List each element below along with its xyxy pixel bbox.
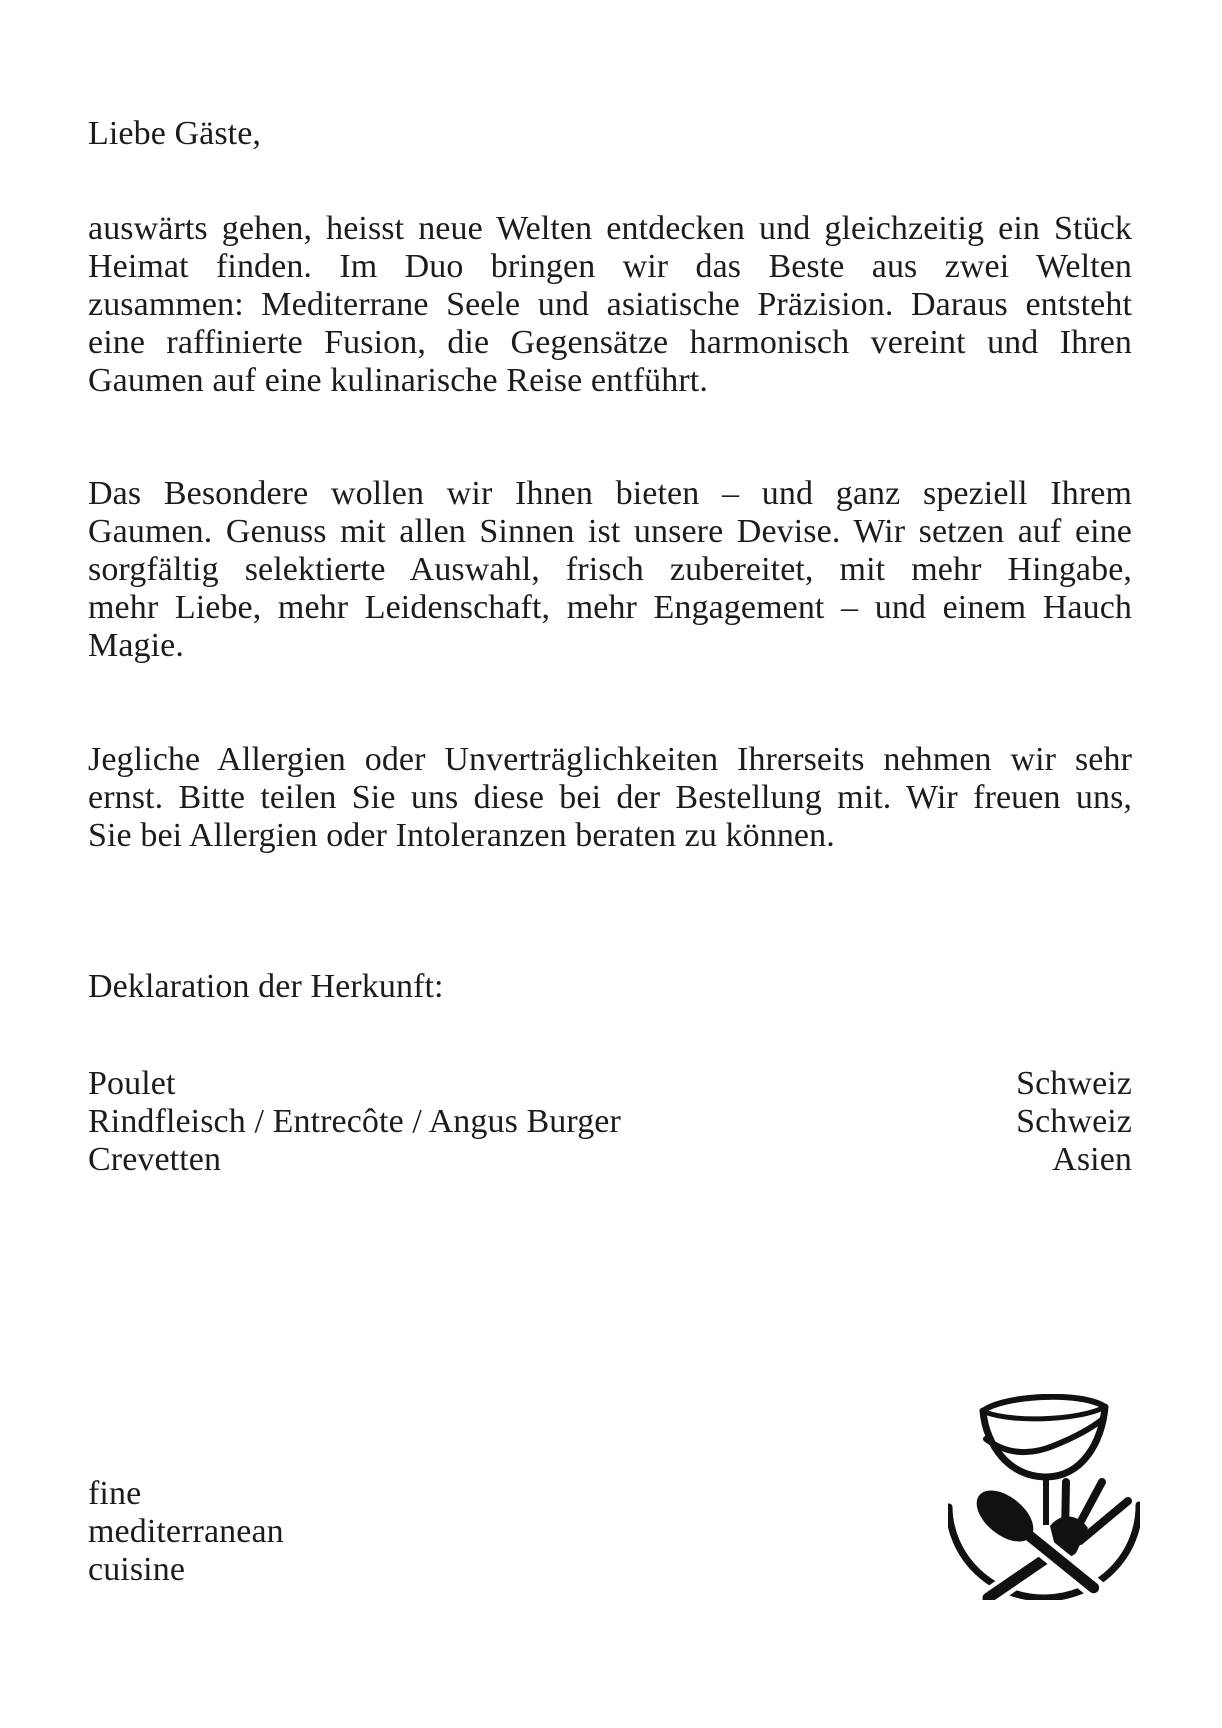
origin-country: Asien (1052, 1141, 1132, 1178)
intro-paragraph (88, 210, 1132, 400)
tagline-line: mediterranean (88, 1513, 284, 1550)
paragraph-line: zusammen: Mediterrane Seele und asiatische Präzision. Daraus entsteht (88, 286, 1132, 323)
origin-row (88, 1103, 1132, 1141)
origin-country: Schweiz (1016, 1065, 1132, 1102)
origin-table (88, 1065, 1132, 1179)
tagline-line: fine (88, 1475, 142, 1512)
paragraph-line: auswärts gehen, heisst neue Welten entdecken und gleichzeitig ein Stück (88, 210, 1132, 247)
origin-item: Crevetten (88, 1141, 222, 1178)
paragraph-line: Gaumen auf eine kulinarische Reise entführt. (88, 362, 708, 399)
greeting: Liebe Gäste, (88, 115, 262, 152)
philosophy-paragraph (88, 475, 1132, 665)
paragraph-line: eine raffinierte Fusion, die Gegensätze harmonisch vereint und Ihren (88, 324, 1132, 361)
origin-row (88, 1141, 1132, 1179)
origin-item: Rindfleisch / Entrecôte / Angus Burger (88, 1103, 621, 1140)
paragraph-line: Heimat finden. Im Duo bringen wir das Beste aus zwei Welten (88, 248, 1132, 285)
origin-country: Schweiz (1016, 1103, 1132, 1140)
tagline-line: cuisine (88, 1551, 186, 1588)
paragraph-line: Sie bei Allergien oder Intoleranzen beraten zu können. (88, 817, 835, 854)
paragraph-line: Magie. (88, 627, 184, 664)
paragraph-line: Gaumen. Genuss mit allen Sinnen ist unsere Devise. Wir setzen auf eine (88, 513, 1132, 550)
paragraph-line: ernst. Bitte teilen Sie uns diese bei der Bestellung mit. Wir freuen uns, (88, 779, 1132, 816)
wine-glass-spoon-fork-logo (948, 1394, 1140, 1600)
declaration-heading: Deklaration der Herkunft: (88, 968, 444, 1005)
paragraph-line: Das Besondere wollen wir Ihnen bieten – und ganz speziell Ihrem (88, 475, 1132, 512)
allergy-paragraph (88, 741, 1132, 855)
origin-item: Poulet (88, 1065, 176, 1102)
paragraph-line: Jegliche Allergien oder Unverträglichkeiten Ihrerseits nehmen wir sehr (88, 741, 1132, 778)
brand-tagline (88, 1475, 488, 1589)
origin-row (88, 1065, 1132, 1103)
paragraph-line: mehr Liebe, mehr Leidenschaft, mehr Engagement – und einem Hauch (88, 589, 1132, 626)
paragraph-line: sorgfältig selektierte Auswahl, frisch zubereitet, mit mehr Hingabe, (88, 551, 1132, 588)
